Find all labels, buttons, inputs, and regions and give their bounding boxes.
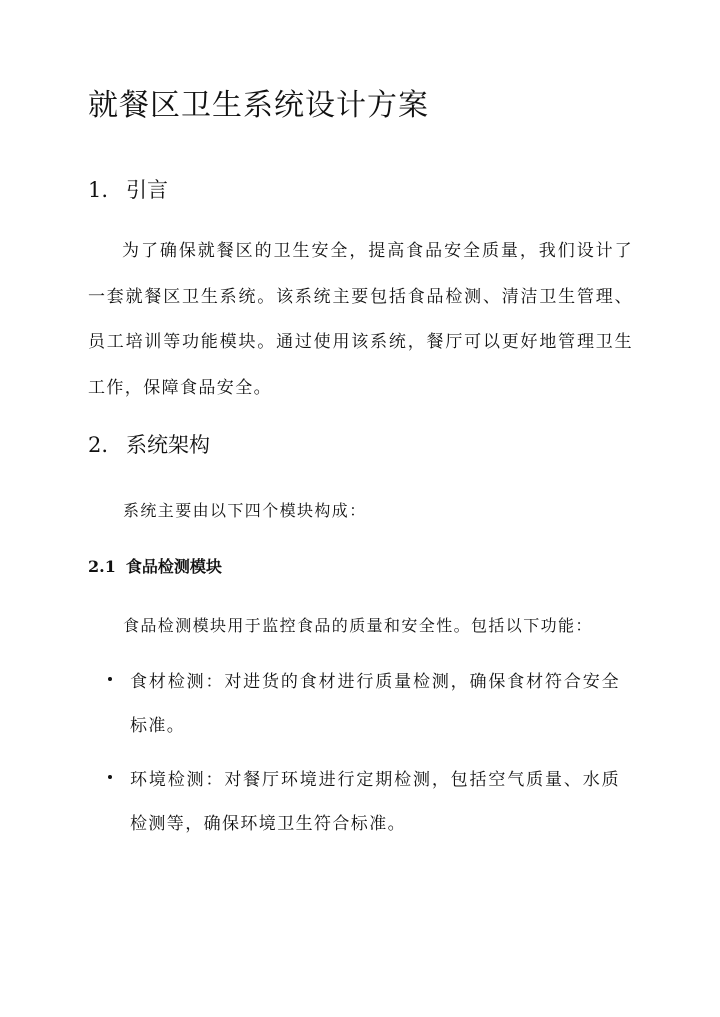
subsection-title: 食品检测模块 <box>125 557 222 576</box>
bullet-item-environment-inspection <box>100 758 620 846</box>
section-number: 1. <box>88 178 109 202</box>
architecture-intro: 系统主要由以下四个模块构成： <box>123 501 367 520</box>
section-heading-introduction <box>88 174 168 206</box>
subsection-heading-food-inspection <box>88 553 222 581</box>
bullet-text: 环境检测：对餐厅环境进行定期检测，包括空气质量、水质检测等，确保环境卫生符合标准。 <box>130 770 620 834</box>
bullet-icon <box>108 775 112 779</box>
food-inspection-intro: 食品检测模块用于监控食品的质量和安全性。包括以下功能： <box>123 616 593 635</box>
section-number: 2. <box>88 433 109 457</box>
section-title: 系统架构 <box>126 433 211 457</box>
introduction-paragraph: 为了确保就餐区的卫生安全，提高食品安全质量，我们设计了一套就餐区卫生系统。该系统主要包括食品检测、清洁卫生管理、员工培训等功能模块。通过使用该系统，餐厅可以更好地管理卫生工作，保障食品安全。 <box>88 241 633 398</box>
bullet-text: 食材检测：对进货的食材进行质量检测，确保食材符合安全标准。 <box>130 672 620 736</box>
section-heading-architecture <box>88 429 210 461</box>
document-title: 就餐区卫生系统设计方案 <box>88 88 429 123</box>
section-title: 引言 <box>126 178 169 202</box>
subsection-number: 2.1 <box>88 557 116 576</box>
bullet-item-ingredient-inspection <box>100 660 620 748</box>
bullet-icon <box>108 677 112 681</box>
